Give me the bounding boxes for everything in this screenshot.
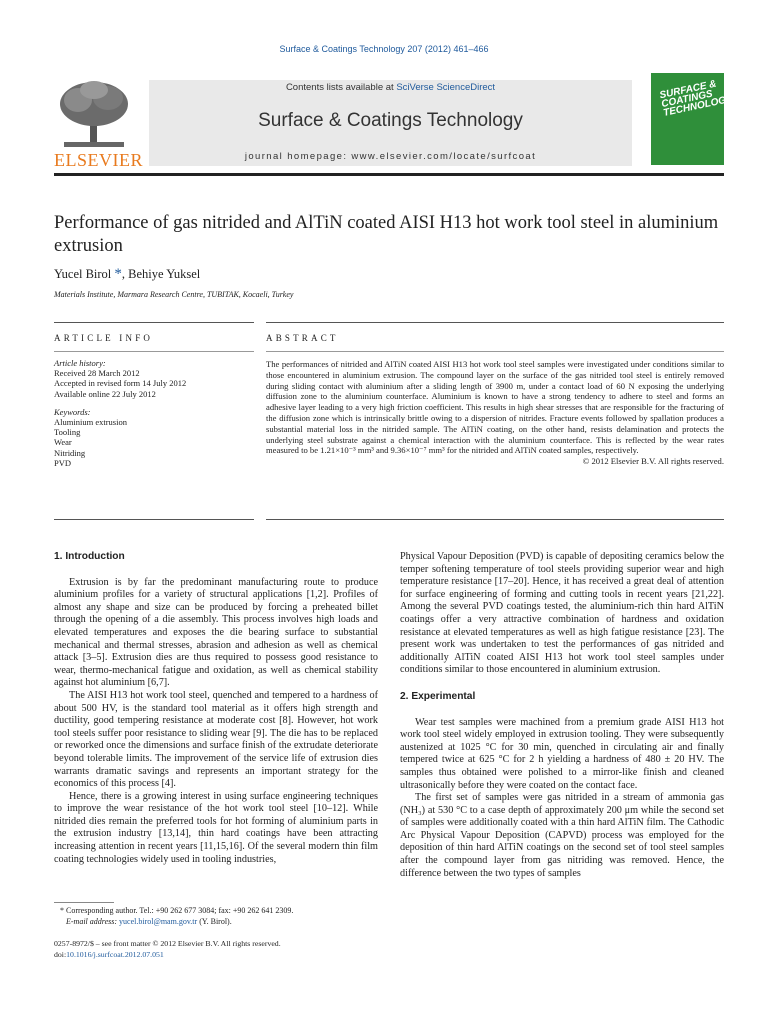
keyword: Nitriding: [54, 447, 86, 458]
journal-cover-image: [651, 73, 734, 165]
article-title: Performance of gas nitrided and AlTiN coated AISI H13 hot work tool steel in aluminium extrusion: [54, 213, 719, 256]
keyword: PVD: [54, 457, 72, 468]
paragraph: Wear test samples were machined from a premium grade AISI H13 hot work tool steel widely employed in extrusion tooling. They were subsequently austenized at 1025 °C for 30 min, quenched in circulating air and finally tempered twice at 625 °C for 2 h yielding a hardness of 480 ± 20 HV. The samples thus obtained were polished to a mirror-like finish and cleaned ultrasonically before they were coated on the contact face.: [400, 716, 724, 791]
right-column: [400, 551, 724, 880]
abstract-sub-rule: [266, 351, 724, 352]
journal-title: Surface & Coatings Technology: [258, 110, 523, 131]
page-footer: [54, 939, 394, 960]
email-link[interactable]: yucel.birol@mam.gov.tr: [119, 916, 198, 926]
elsevier-wordmark: ELSEVIER: [54, 150, 143, 170]
info-sub-rule: [54, 351, 254, 352]
copyright-notice: © 2012 Elsevier B.V. All rights reserved.: [582, 456, 724, 467]
paragraph: Physical Vapour Deposition (PVD) is capable of depositing ceramics below the temper softening temperature of tool steels providing superior wear and high temperature resistance [17–20]. Hence, it has received a great deal of attention for surface engineering of forming and cutting tools in recent years [21,22]. Among the several PVD coatings tested, the aluminium-rich thin hard AlTiN coatings offer a very attractive combination of hardness and oxidation resistance at elevated temperatures as well as high fatigue resistance [23]. The present work was undertaken to test the performances of gas nitrided and additionally AlTiN coated AISI H13 hot work tool steel samples under conditions similar to those encountered in aluminium extrusion.: [400, 551, 724, 676]
doi-link[interactable]: 10.1016/j.surfcoat.2012.07.051: [66, 949, 164, 959]
author-1: Yucel Birol: [54, 267, 112, 281]
online-date: Available online 22 July 2012: [54, 388, 156, 399]
received-date: Received 28 March 2012: [54, 368, 140, 379]
abstract-top-rule: [266, 322, 724, 323]
abstract-heading: ABSTRACT: [266, 333, 339, 343]
article-info: [54, 358, 254, 468]
paragraph: The first set of samples were gas nitrided in a stream of ammonia gas (NH₃) at 530 °C to a case depth of approximately 200 μm while the second set of samples were additionally coated with a thin hard AlTiN film. The Cathodic Arc Physical Vapour Deposition (CAPVD) process was employed for the deposition of thin hard AlTiN coatings on the second set of tool steel samples after the compound layer from gas nitriding was removed. Hence, the difference between the two types of samples: [400, 792, 724, 879]
keyword: Wear: [54, 437, 72, 448]
abstract: [266, 359, 724, 467]
issn-line: 0257-8972/$ – see front matter © 2012 Elsevier B.V. All rights reserved.: [54, 939, 281, 948]
section-heading-experimental: 2. Experimental: [400, 690, 476, 702]
email-line: [54, 917, 394, 928]
doi-line: [54, 950, 394, 961]
corresponding-author-note: * Corresponding author. Tel.: +90 262 677 3084; fax: +90 262 641 2309.: [60, 906, 294, 915]
contents-line: [149, 82, 632, 93]
journal-homepage[interactable]: journal homepage: www.elsevier.com/locate/surfcoat: [244, 151, 537, 162]
footnote: [54, 906, 394, 927]
keywords-label: Keywords:: [54, 406, 91, 417]
doi-prefix: doi:: [54, 949, 67, 959]
author-line: [54, 266, 200, 283]
sciencedirect-link[interactable]: SciVerse ScienceDirect: [396, 82, 496, 93]
email-label: E-mail address:: [66, 916, 120, 926]
header-divider: [54, 173, 724, 176]
info-bottom-rule: [54, 519, 254, 520]
paragraph: The AISI H13 hot work tool steel, quenched and tempered to a hardness of about 500 HV, is the standard tool material as it offers high strength and ductility, good tempering resistance at moderate cost [8]. However, hot work tool steels suffer poor resistance to sliding wear [9]. The die has to be replaced or reworked once the dimensions and surface finish of the extrudate deteriorate beyond tolerable limits. The improvement of the service life of extrusion dies warrants dramatic savings and represents an important strategy for the economics of this process [4].: [54, 689, 378, 790]
email-suffix: (Y. Birol).: [197, 916, 232, 926]
article-info-heading: ARTICLE INFO: [54, 333, 154, 343]
footnote-rule: [54, 902, 114, 903]
author-separator: ,: [121, 267, 129, 281]
keyword: Tooling: [54, 427, 81, 438]
abstract-bottom-rule: [266, 519, 724, 520]
section-heading-introduction: 1. Introduction: [54, 551, 125, 562]
info-top-rule: [54, 322, 254, 323]
keyword: Aluminium extrusion: [54, 417, 127, 428]
cover-title: SURFACE & COATINGS TECHNOLOGY: [658, 78, 734, 119]
corresponding-author-mark[interactable]: *: [114, 266, 122, 282]
abstract-text: The performances of nitrided and AlTiN coated AISI H13 hot work tool steel samples were investigated under conditions similar to those encountered in aluminium extrusion. The compound layer on the surface of the gas nitrided tool steel is entirely removed during sliding contact with aluminium after a sliding length of 3900 m, under a contact load of 60 N exposing the underlying diffusion zone to the aluminium counterface. Aluminium is known to have a strong tendency to adhere to steel and forms an adhesive layer leading to a very high friction coefficient. This results in high shear stresses that are responsible for the fracturing of the diffusion zone which is intrinsically brittle owing to a dispersion of nitrides. Fracture events followed by spallation produces a substantial material loss in the nitrided sample. The AlTiN coating, on the other hand, resists delamination and protects the underlying steel substrate against a chemical interaction with the aluminium counterface. This is reflected by the wear rates measured to be 1.21×10⁻³ mm³ and 9.36×10⁻⁷ mm³ for the nitrided and AlTiN coated samples, respectively.: [266, 359, 724, 456]
contents-prefix: Contents lists available at: [285, 82, 397, 93]
journal-citation[interactable]: Surface & Coatings Technology 207 (2012) 461–466: [279, 44, 489, 54]
left-column: [54, 551, 378, 866]
paragraph: Extrusion is by far the predominant manufacturing route to produce aluminium profiles for a variety of structural applications [1,2]. Profiles of almost any shape and size can be produced by forcing a preheated billet through the opening of a die assembly. This process involves high loads and elevated temperatures and exposes the die bearing surface to substantial mechanical and thermal stresses, abrasion and adhesion as well as chemical attack [3–5]. Extrusion dies are thus required to possess good resistance to wear, thermo-mechanical fatigue and oxidation, as well as chemical stability against hot aluminium [6,7].: [54, 576, 378, 689]
paragraph: Hence, there is a growing interest in using surface engineering techniques to improve the wear resistance of the hot work tool steel [10–12]. While nitrided dies remain the preferred tools for hot forming of aluminium parts in the extrusion industry [13,14], thin hard coatings have been attracting increasing attention in recent years [11,15,16]. Of the several modern thin film coating technologies widely used in tooling industries,: [54, 790, 378, 865]
affiliation: Materials Institute, Marmara Research Centre, TUBITAK, Kocaeli, Turkey: [54, 290, 294, 299]
history-label: Article history:: [54, 358, 106, 368]
revised-date: Accepted in revised form 14 July 2012: [54, 378, 187, 389]
author-2: Behiye Yuksel: [128, 267, 201, 281]
